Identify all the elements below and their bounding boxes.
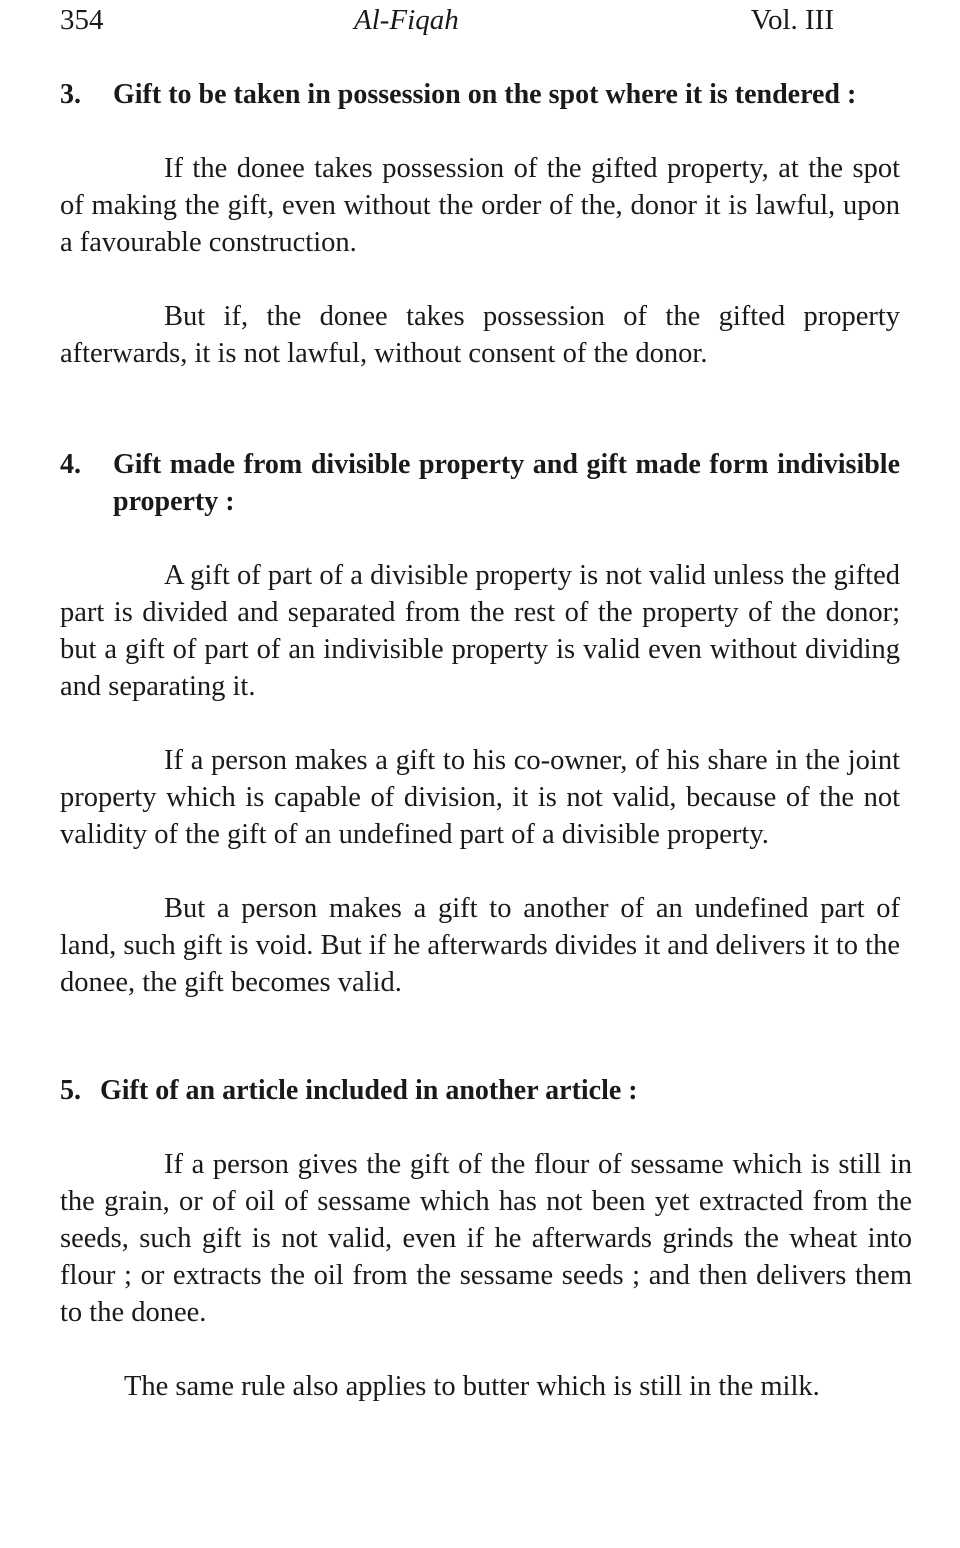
volume-label: Vol. III — [750, 4, 834, 36]
section-heading — [60, 1072, 900, 1109]
paragraph: If the donee takes possession of the gifted property, at the spot of making the gift, even without the order of the, donor it is lawful, upon a favourable construction. — [60, 153, 900, 258]
book-page — [60, 0, 912, 1402]
section-heading-text: Gift to be taken in possession on the spot where it is tendered : — [113, 79, 857, 110]
paragraph: But if, the donee takes possession of the gifted property afterwards, it is not lawful, without consent of the donor. — [60, 301, 900, 369]
section-heading-text: Gift of an article included in another article : — [100, 1075, 638, 1106]
section-heading — [60, 446, 900, 520]
section-number: 5. — [60, 1075, 81, 1106]
section-heading — [60, 76, 900, 113]
section-number: 3. — [60, 79, 81, 110]
paragraph: A gift of part of a divisible property is not valid unless the gifted part is divided and separated from the rest of the property of the donor; but a gift of part of an indivisible property is valid even without dividing and separating it. — [60, 560, 900, 702]
section-3 — [60, 76, 900, 372]
section-4 — [60, 446, 900, 1001]
paragraph: But a person makes a gift to another of an undefined part of land, such gift is void. But if he afterwards divides it and delivers it to the donee, the gift becomes valid. — [60, 893, 900, 998]
paragraph: The same rule also applies to butter which is still in the milk. — [124, 1371, 820, 1402]
section-number: 4. — [60, 449, 81, 480]
paragraph: If a person makes a gift to his co-owner, of his share in the joint property which is capable of division, it is not valid, because of the not validity of the gift of an undefined part of a divisible property. — [60, 745, 900, 850]
running-header — [60, 0, 900, 44]
book-title: Al-Fiqah — [354, 4, 459, 36]
section-5 — [60, 1072, 912, 1405]
section-heading-text: Gift made from divisible property and gift made form indivisible property : — [113, 449, 900, 517]
page-number: 354 — [60, 4, 104, 36]
paragraph: If a person gives the gift of the flour of sessame which is still in the grain, or of oil of sessame which has not been yet extracted from the seeds, such gift is not valid, even if he afterwards grinds the wheat into flour ; or extracts the oil from the sessame seeds ; and then delivers them to the donee. — [60, 1149, 912, 1328]
